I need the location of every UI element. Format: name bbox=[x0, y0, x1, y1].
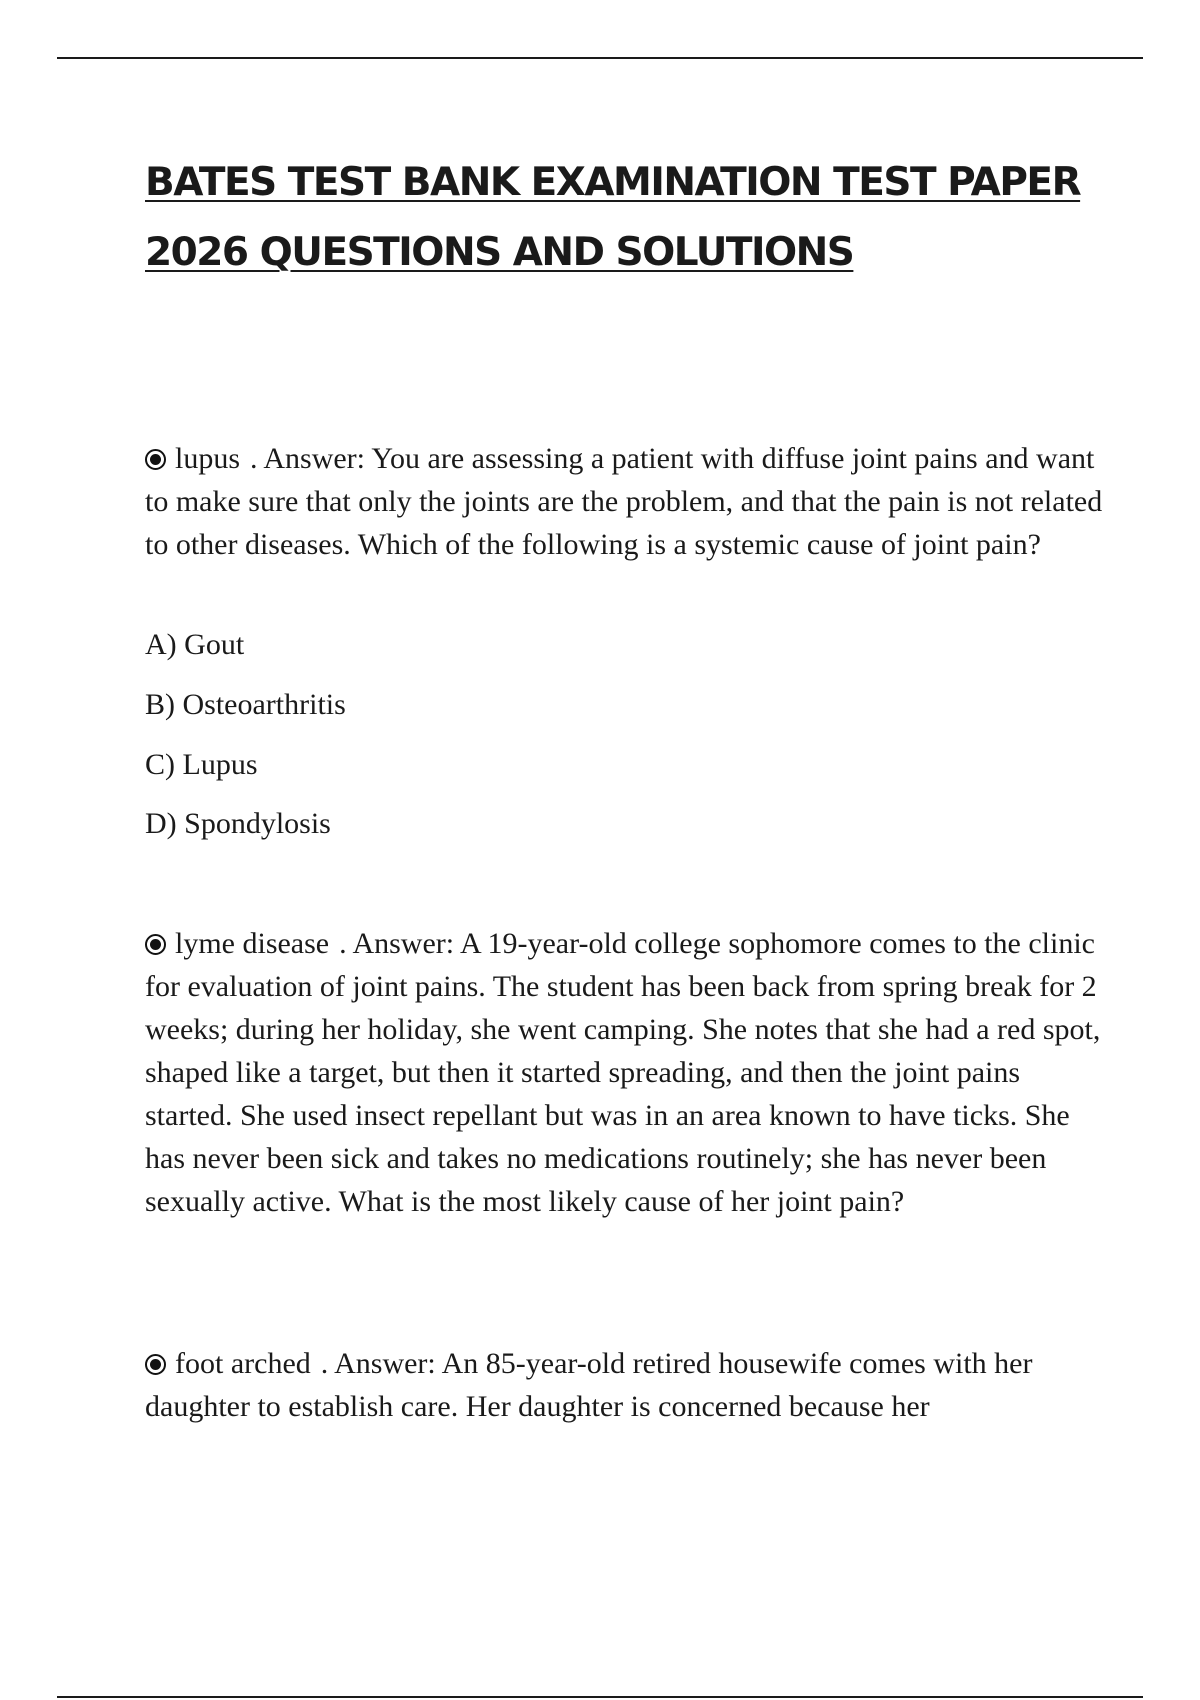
qa-item-lyme-disease bbox=[145, 922, 1105, 1223]
radio-bullet-icon bbox=[145, 1354, 166, 1375]
qa-keyword: foot arched bbox=[175, 1347, 311, 1380]
top-rule bbox=[57, 57, 1143, 59]
qa-answer-text: . Answer: An 85-year-old retired housewife comes with her daughter to establish care. Her daughter is concerned because her bbox=[145, 1347, 1033, 1423]
qa-keyword: lyme disease bbox=[175, 927, 330, 960]
qa-paragraph bbox=[145, 1342, 1105, 1428]
qa-item-lupus bbox=[145, 437, 1105, 566]
qa-item-foot-arched bbox=[145, 1342, 1105, 1428]
title-line-2: 2026 QUESTIONS AND SOLUTIONS bbox=[145, 230, 854, 275]
qa-paragraph bbox=[145, 437, 1105, 566]
document-title bbox=[145, 148, 1105, 288]
option-d: D) Spondylosis bbox=[145, 807, 331, 840]
qa-answer-text: . Answer: You are assessing a patient with diffuse joint pains and want to make sure that only the joints are the problem, and that the pain is not related to other diseases. Which of the following is a systemic cause of joint pain? bbox=[145, 442, 1103, 561]
option-c: C) Lupus bbox=[145, 748, 258, 781]
radio-bullet-icon bbox=[145, 934, 166, 955]
option-b: B) Osteoarthritis bbox=[145, 688, 346, 721]
qa-keyword: lupus bbox=[175, 442, 241, 475]
title-line-1: BATES TEST BANK EXAMINATION TEST PAPER bbox=[145, 160, 1081, 205]
option-a: A) Gout bbox=[145, 628, 245, 661]
bottom-rule bbox=[57, 1696, 1143, 1698]
qa-answer-text: . Answer: A 19-year-old college sophomore comes to the clinic for evaluation of joint pains. The student has been back from spring break for 2 weeks; during her holiday, she went camping. She notes that she had a red spot, shaped like a target, but then it started spreading, and then the joint pains started. She used insect repellant but was in an area known to have ticks. She has never been sick and takes no medications routinely; she has never been sexually active. What is the most likely cause of her joint pain? bbox=[145, 927, 1101, 1218]
qa-paragraph bbox=[145, 922, 1105, 1223]
radio-bullet-icon bbox=[145, 449, 166, 470]
